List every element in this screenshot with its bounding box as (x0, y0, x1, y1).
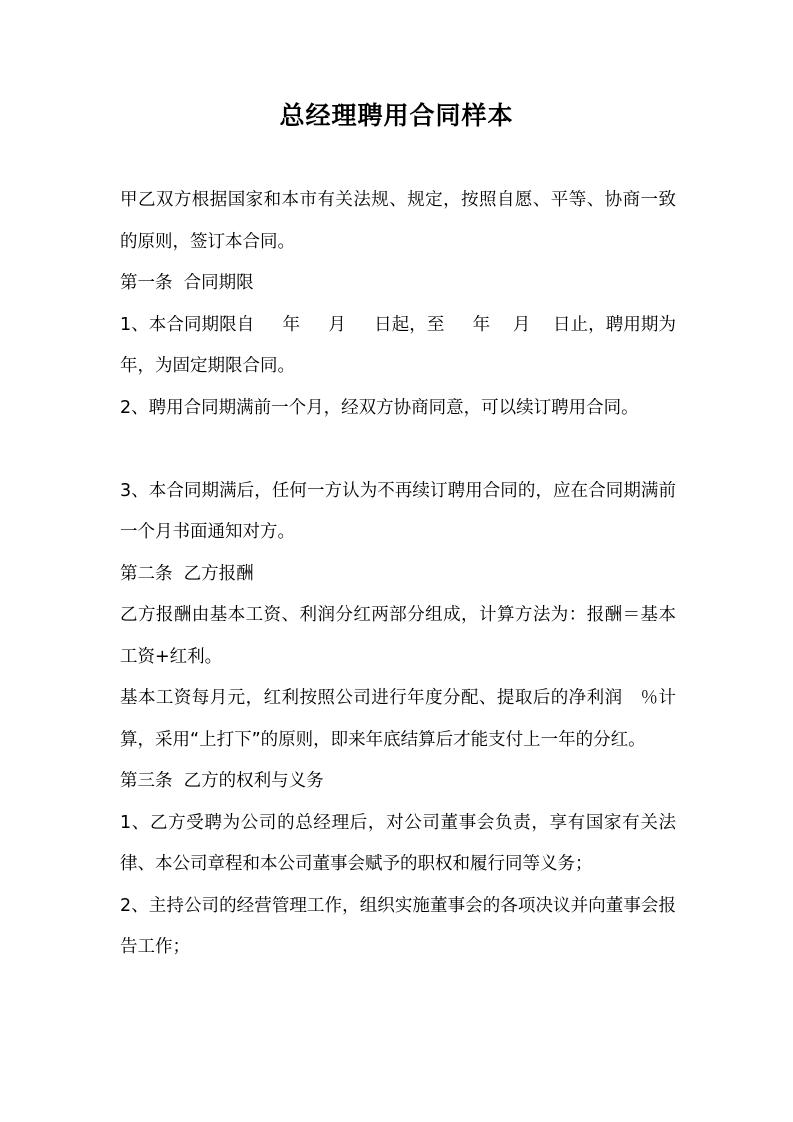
article-1-clause-1: 1、本合同期限自 年 月 日起，至 年 月 日止，聘用期为 年，为固定期限合同。 (120, 314, 699, 376)
article-3-heading: 第三条 乙方的权利与义务 (120, 771, 324, 791)
document-body (120, 180, 699, 969)
article-3-clause-1: 1、乙方受聘为公司的总经理后，对公司董事会负责，享有国家有关法律、本公司章程和本公司董事会赋予的职权和履行同等义务； (120, 812, 676, 874)
document-title: 总经理聘用合同样本 (279, 101, 514, 130)
intro-paragraph: 甲乙双方根据国家和本市有关法规、规定，按照自愿、平等、协商一致的原则，签订本合同。 (120, 190, 676, 252)
article-1-heading: 第一条 合同期限 (120, 273, 254, 293)
article-1-clause-3: 3、本合同期满后，任何一方认为不再续订聘用合同的，应在合同期满前一个月书面通知对方。 (120, 480, 676, 542)
article-2-paragraph-2: 基本工资每月元，红利按照公司进行年度分配、提取后的净利润 ％计算，采用“上打下”的原则，即来年底结算后才能支付上一年的分红。 (120, 688, 676, 750)
article-3-clause-2: 2、主持公司的经营管理工作，组织实施董事会的各项决议并向董事会报告工作； (120, 895, 676, 957)
article-2-paragraph-1: 乙方报酬由基本工资、利润分红两部分组成，计算方法为：报酬＝基本工资+红利。 (120, 605, 676, 667)
article-1-clause-2: 2、聘用合同期满前一个月，经双方协商同意，可以续订聘用合同。 (120, 397, 639, 418)
blank-line (120, 429, 676, 471)
article-2-heading: 第二条 乙方报酬 (120, 563, 254, 584)
